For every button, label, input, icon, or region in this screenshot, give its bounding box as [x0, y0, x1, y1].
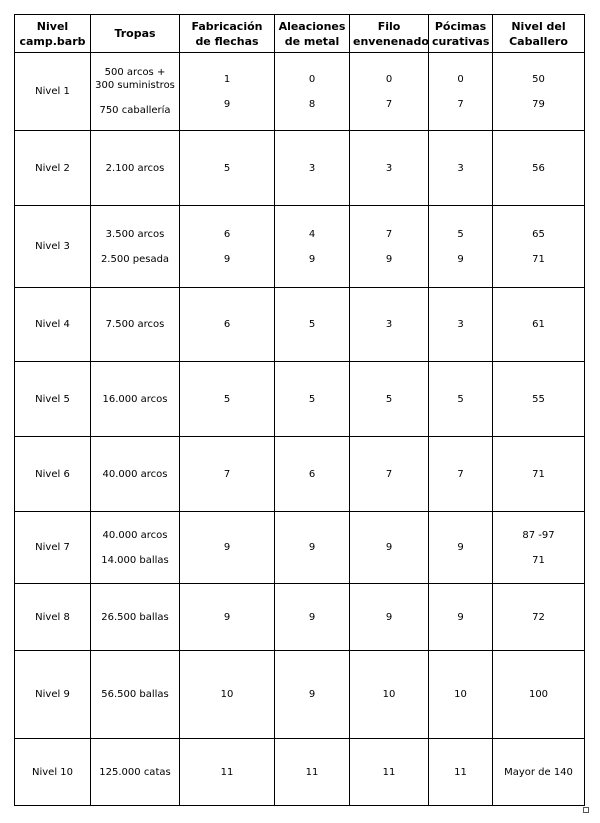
header-filo: Filo envenenado — [350, 15, 429, 53]
cell-line: 5 — [457, 228, 464, 240]
cell-line: 55 — [532, 393, 545, 405]
cell-line: 10 — [382, 689, 396, 700]
cell-line: 7.500 arcos — [105, 319, 165, 330]
cell-caballero — [493, 288, 585, 362]
header-row — [15, 15, 585, 53]
cell-line: 7 — [385, 468, 393, 480]
header-caballero: Nivel del Caballero — [493, 15, 585, 53]
cell-nivel: Nivel 9 — [15, 651, 91, 739]
header-tropas: Tropas — [91, 15, 180, 53]
corner-marker — [583, 807, 589, 813]
cell-caballero — [493, 651, 585, 739]
cell-pocimas — [429, 437, 493, 512]
cell-line: 3.500 arcos — [105, 228, 165, 240]
cell-line: 0 — [385, 73, 393, 85]
cell-line: 6 — [223, 319, 231, 330]
cell-metal — [275, 206, 350, 288]
table-row — [15, 584, 585, 651]
cell-filo — [350, 206, 429, 288]
cell-line: 4 — [308, 228, 316, 240]
cell-metal — [275, 651, 350, 739]
cell-line: 56.500 ballas — [101, 689, 169, 700]
cell-line: 9 — [457, 253, 464, 265]
cell-tropas — [91, 53, 180, 131]
cell-caballero — [493, 131, 585, 206]
cell-nivel: Nivel 8 — [15, 584, 91, 651]
cell-line: 71 — [532, 468, 545, 480]
cell-nivel: Nivel 4 — [15, 288, 91, 362]
cell-pocimas — [429, 512, 493, 584]
cell-caballero — [493, 53, 585, 131]
cell-tropas — [91, 288, 180, 362]
cell-line: 0 — [308, 73, 316, 85]
cell-line: 65 — [532, 228, 545, 240]
cell-line: 71 — [532, 554, 545, 566]
cell-caballero — [493, 512, 585, 584]
cell-line: 500 arcos + 300 suministros — [95, 67, 175, 91]
header-nivel: Nivel camp.barb — [15, 15, 91, 53]
cell-tropas — [91, 362, 180, 437]
table-row — [15, 437, 585, 512]
cell-pocimas — [429, 206, 493, 288]
cell-flechas — [180, 512, 275, 584]
cell-pocimas — [429, 362, 493, 437]
cell-line: 5 — [308, 393, 316, 405]
cell-line: 100 — [528, 689, 549, 700]
table-row — [15, 651, 585, 739]
cell-filo — [350, 437, 429, 512]
cell-line: 11 — [305, 766, 319, 778]
cell-line: 10 — [454, 689, 467, 700]
cell-flechas — [180, 53, 275, 131]
cell-tropas — [91, 512, 180, 584]
cell-pocimas — [429, 288, 493, 362]
cell-line: 87 -97 — [522, 529, 555, 541]
cell-line: 3 — [385, 162, 393, 174]
cell-tropas — [91, 739, 180, 806]
table-body — [15, 53, 585, 806]
cell-metal — [275, 437, 350, 512]
cell-line: 5 — [457, 393, 464, 405]
cell-nivel: Nivel 6 — [15, 437, 91, 512]
cell-line: 6 — [308, 468, 316, 480]
cell-filo — [350, 584, 429, 651]
cell-line: 50 — [532, 73, 545, 85]
cell-line: 9 — [223, 611, 231, 623]
cell-nivel: Nivel 10 — [15, 739, 91, 806]
cell-tropas — [91, 437, 180, 512]
cell-flechas — [180, 584, 275, 651]
table-row — [15, 131, 585, 206]
cell-flechas — [180, 739, 275, 806]
cell-line: Mayor de 140 — [504, 766, 573, 778]
cell-filo — [350, 362, 429, 437]
cell-caballero — [493, 362, 585, 437]
cell-pocimas — [429, 53, 493, 131]
header-pocimas: Pócimas curativas — [429, 15, 493, 53]
cell-flechas — [180, 131, 275, 206]
cell-nivel: Nivel 1 — [15, 53, 91, 131]
cell-line: 11 — [454, 766, 467, 778]
cell-line: 3 — [385, 319, 393, 330]
cell-flechas — [180, 437, 275, 512]
cell-pocimas — [429, 131, 493, 206]
cell-metal — [275, 288, 350, 362]
cell-line: 9 — [223, 98, 231, 110]
cell-line: 2.100 arcos — [105, 162, 165, 174]
cell-line: 7 — [223, 468, 231, 480]
cell-caballero — [493, 584, 585, 651]
cell-line: 8 — [308, 98, 316, 110]
cell-filo — [350, 739, 429, 806]
cell-line: 26.500 ballas — [101, 611, 169, 623]
cell-line: 7 — [457, 468, 464, 480]
cell-line: 9 — [385, 611, 393, 623]
cell-metal — [275, 584, 350, 651]
cell-line: 125.000 catas — [99, 766, 171, 778]
cell-metal — [275, 362, 350, 437]
cell-line: 16.000 arcos — [102, 393, 168, 405]
cell-line: 2.500 pesada — [100, 253, 170, 265]
cell-line: 14.000 ballas — [101, 554, 169, 566]
cell-line: 9 — [308, 611, 316, 623]
cell-filo — [350, 512, 429, 584]
header-metal: Aleaciones de metal — [275, 15, 350, 53]
cell-line: 71 — [532, 253, 545, 265]
table-row — [15, 739, 585, 806]
cell-line: 40.000 arcos — [102, 468, 168, 480]
cell-caballero — [493, 206, 585, 288]
cell-filo — [350, 651, 429, 739]
cell-line: 79 — [532, 98, 545, 110]
cell-caballero — [493, 739, 585, 806]
cell-nivel: Nivel 2 — [15, 131, 91, 206]
cell-nivel: Nivel 3 — [15, 206, 91, 288]
cell-line: 5 — [385, 393, 393, 405]
cell-metal — [275, 53, 350, 131]
cell-line: 7 — [385, 98, 393, 110]
table-row — [15, 512, 585, 584]
cell-flechas — [180, 362, 275, 437]
cell-line: 11 — [382, 766, 396, 778]
cell-line: 9 — [457, 611, 464, 623]
cell-tropas — [91, 584, 180, 651]
cell-line: 10 — [220, 689, 234, 700]
cell-line: 6 — [223, 228, 231, 240]
table-row — [15, 206, 585, 288]
cell-filo — [350, 288, 429, 362]
cell-line: 3 — [457, 162, 464, 174]
cell-pocimas — [429, 651, 493, 739]
cell-nivel: Nivel 5 — [15, 362, 91, 437]
cell-line: 7 — [385, 228, 393, 240]
cell-tropas — [91, 651, 180, 739]
cell-line: 9 — [457, 542, 464, 553]
header-flechas: Fabricación de flechas — [180, 15, 275, 53]
cell-pocimas — [429, 739, 493, 806]
cell-line: 5 — [223, 162, 231, 174]
cell-line: 9 — [385, 542, 393, 553]
cell-line: 3 — [457, 319, 464, 330]
cell-line: 7 — [457, 98, 464, 110]
cell-line: 5 — [308, 319, 316, 330]
cell-metal — [275, 512, 350, 584]
cell-line: 72 — [532, 611, 545, 623]
cell-line: 0 — [457, 73, 464, 85]
cell-line: 56 — [532, 162, 545, 174]
cell-line: 9 — [223, 253, 231, 265]
table-row — [15, 362, 585, 437]
cell-line: 750 caballería — [99, 105, 171, 116]
cell-tropas — [91, 206, 180, 288]
cell-tropas — [91, 131, 180, 206]
cell-line: 5 — [223, 393, 231, 405]
cell-filo — [350, 53, 429, 131]
cell-line: 9 — [308, 689, 316, 700]
cell-flechas — [180, 651, 275, 739]
cell-line: 9 — [308, 542, 316, 553]
cell-line: 11 — [220, 766, 234, 778]
cell-line: 3 — [308, 162, 316, 174]
cell-line: 9 — [385, 253, 393, 265]
levels-table — [14, 14, 585, 806]
cell-line: 9 — [223, 542, 231, 553]
cell-caballero — [493, 437, 585, 512]
cell-filo — [350, 131, 429, 206]
table-row — [15, 53, 585, 131]
cell-nivel: Nivel 7 — [15, 512, 91, 584]
cell-pocimas — [429, 584, 493, 651]
cell-line: 61 — [532, 319, 545, 330]
table-row — [15, 288, 585, 362]
cell-line: 1 — [223, 73, 231, 85]
cell-metal — [275, 131, 350, 206]
cell-line: 40.000 arcos — [102, 529, 168, 541]
cell-metal — [275, 739, 350, 806]
cell-flechas — [180, 206, 275, 288]
cell-line: 9 — [308, 253, 316, 265]
cell-flechas — [180, 288, 275, 362]
